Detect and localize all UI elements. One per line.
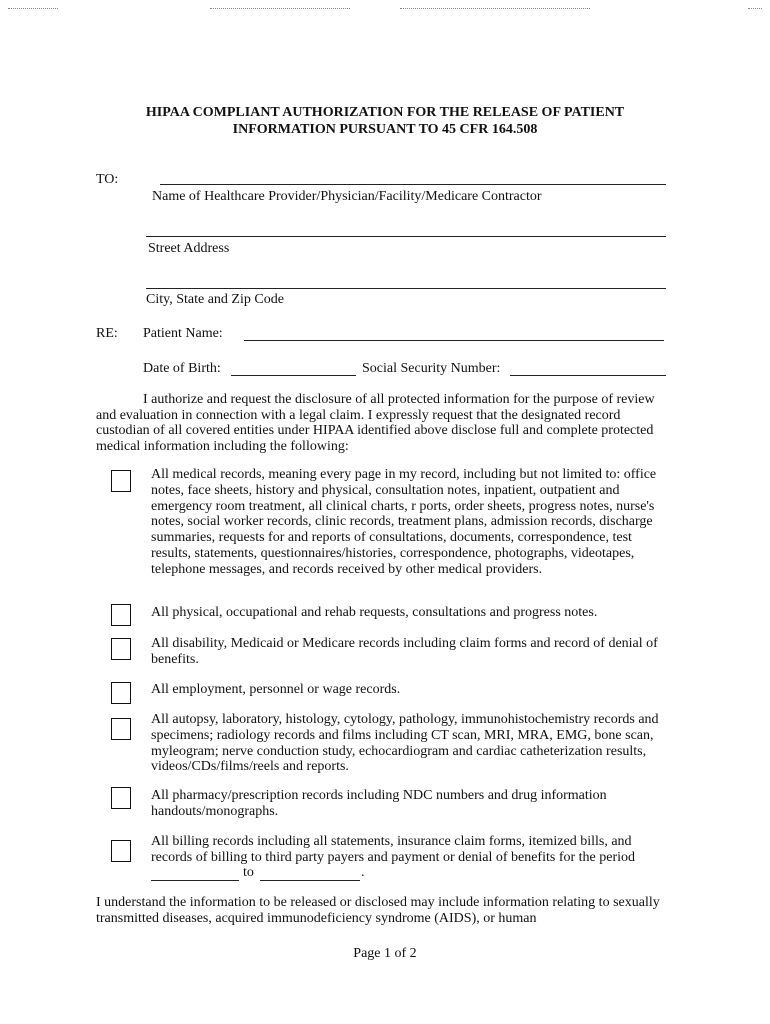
date-of-birth-field[interactable] — [231, 375, 356, 376]
scan-artifact — [748, 8, 762, 10]
patient-name-label: Patient Name: — [143, 326, 223, 341]
checkbox-physical-rehab[interactable] — [111, 604, 131, 626]
checkbox-pharmacy-records[interactable] — [111, 787, 131, 809]
disclosure-paragraph: I understand the information to be released or disclosed may include information relating to sexually transmitted diseases, acquired immunodeficiency syndrome (AIDS), or human — [96, 895, 660, 926]
item-billing-records: All billing records including all statements, insurance claim forms, itemized bills, and records of billing to third party payers and payment or denial of benefits for the period — [151, 834, 636, 865]
street-address-field[interactable] — [146, 236, 666, 237]
provider-name-caption: Name of Healthcare Provider/Physician/Facility/Medicare Contractor — [152, 189, 542, 204]
item-disability-records: All disability, Medicaid or Medicare records including claim forms and record of denial of benefits. — [151, 636, 658, 667]
provider-name-field[interactable] — [160, 184, 666, 185]
scan-artifact — [210, 8, 350, 10]
billing-period-start-field[interactable] — [151, 880, 239, 881]
billing-period-period-mark: . — [361, 865, 365, 880]
page-number: Page 1 of 2 — [353, 946, 417, 961]
checkbox-medical-records[interactable] — [111, 470, 131, 492]
re-label: RE: — [96, 326, 118, 341]
checkbox-employment-records[interactable] — [111, 682, 131, 704]
ssn-label: Social Security Number: — [362, 361, 501, 376]
document-title-line-1: HIPAA COMPLIANT AUTHORIZATION FOR THE RELEASE OF PATIENT — [145, 105, 625, 120]
document-title-line-2: INFORMATION PURSUANT TO 45 CFR 164.508 — [232, 122, 538, 137]
street-address-caption: Street Address — [148, 241, 230, 256]
checkbox-billing-records[interactable] — [111, 840, 131, 862]
date-of-birth-label: Date of Birth: — [143, 361, 221, 376]
scan-artifact — [8, 8, 58, 10]
billing-period-end-field[interactable] — [260, 880, 360, 881]
city-state-zip-caption: City, State and Zip Code — [146, 292, 284, 307]
item-medical-records: All medical records, meaning every page in my record, including but not limited to: office notes, face sheets, history and physical, consultation notes, inpatient, outpatient and emergency room treatment, all clinical charts, r ports, order sheets, progress notes, nurse's notes, social worker records, clinic records, treatment plans, admission records, discharge summaries, requests for and reports of consultations, documents, correspondence, test results, statements, questionnaires/histories, correspondence, photographs, videotapes, telephone messages, and records received by other medical providers. — [151, 467, 657, 577]
item-pharmacy-records: All pharmacy/prescription records including NDC numbers and drug information handouts/monographs. — [151, 788, 607, 819]
item-physical-rehab: All physical, occupational and rehab requests, consultations and progress notes. — [151, 605, 598, 620]
scan-artifact — [400, 8, 590, 10]
checkbox-autopsy-laboratory[interactable] — [111, 718, 131, 740]
ssn-field[interactable] — [510, 375, 666, 376]
authorization-paragraph: I authorize and request the disclosure of all protected information for the purpose of review and evaluation in connection with a legal claim. I expressly request that the designated record custodian of all covered entities under HIPAA identified above disclose full and complete protected medical information including the following: — [96, 392, 655, 454]
item-autopsy-laboratory: All autopsy, laboratory, histology, cytology, pathology, immunohistochemistry records and specimens; radiology records and films including CT scan, MRI, MRA, EMG, bone scan, myleogram; nerve conduction study, echocardiogram and cardiac catheterization results, videos/CDs/films/reels and reports. — [151, 712, 659, 775]
city-state-zip-field[interactable] — [146, 288, 666, 289]
item-employment-records: All employment, personnel or wage records. — [151, 682, 401, 697]
checkbox-disability-records[interactable] — [111, 638, 131, 660]
billing-period-to-label: to — [243, 865, 254, 880]
patient-name-field[interactable] — [244, 340, 664, 341]
to-label: TO: — [96, 172, 119, 187]
